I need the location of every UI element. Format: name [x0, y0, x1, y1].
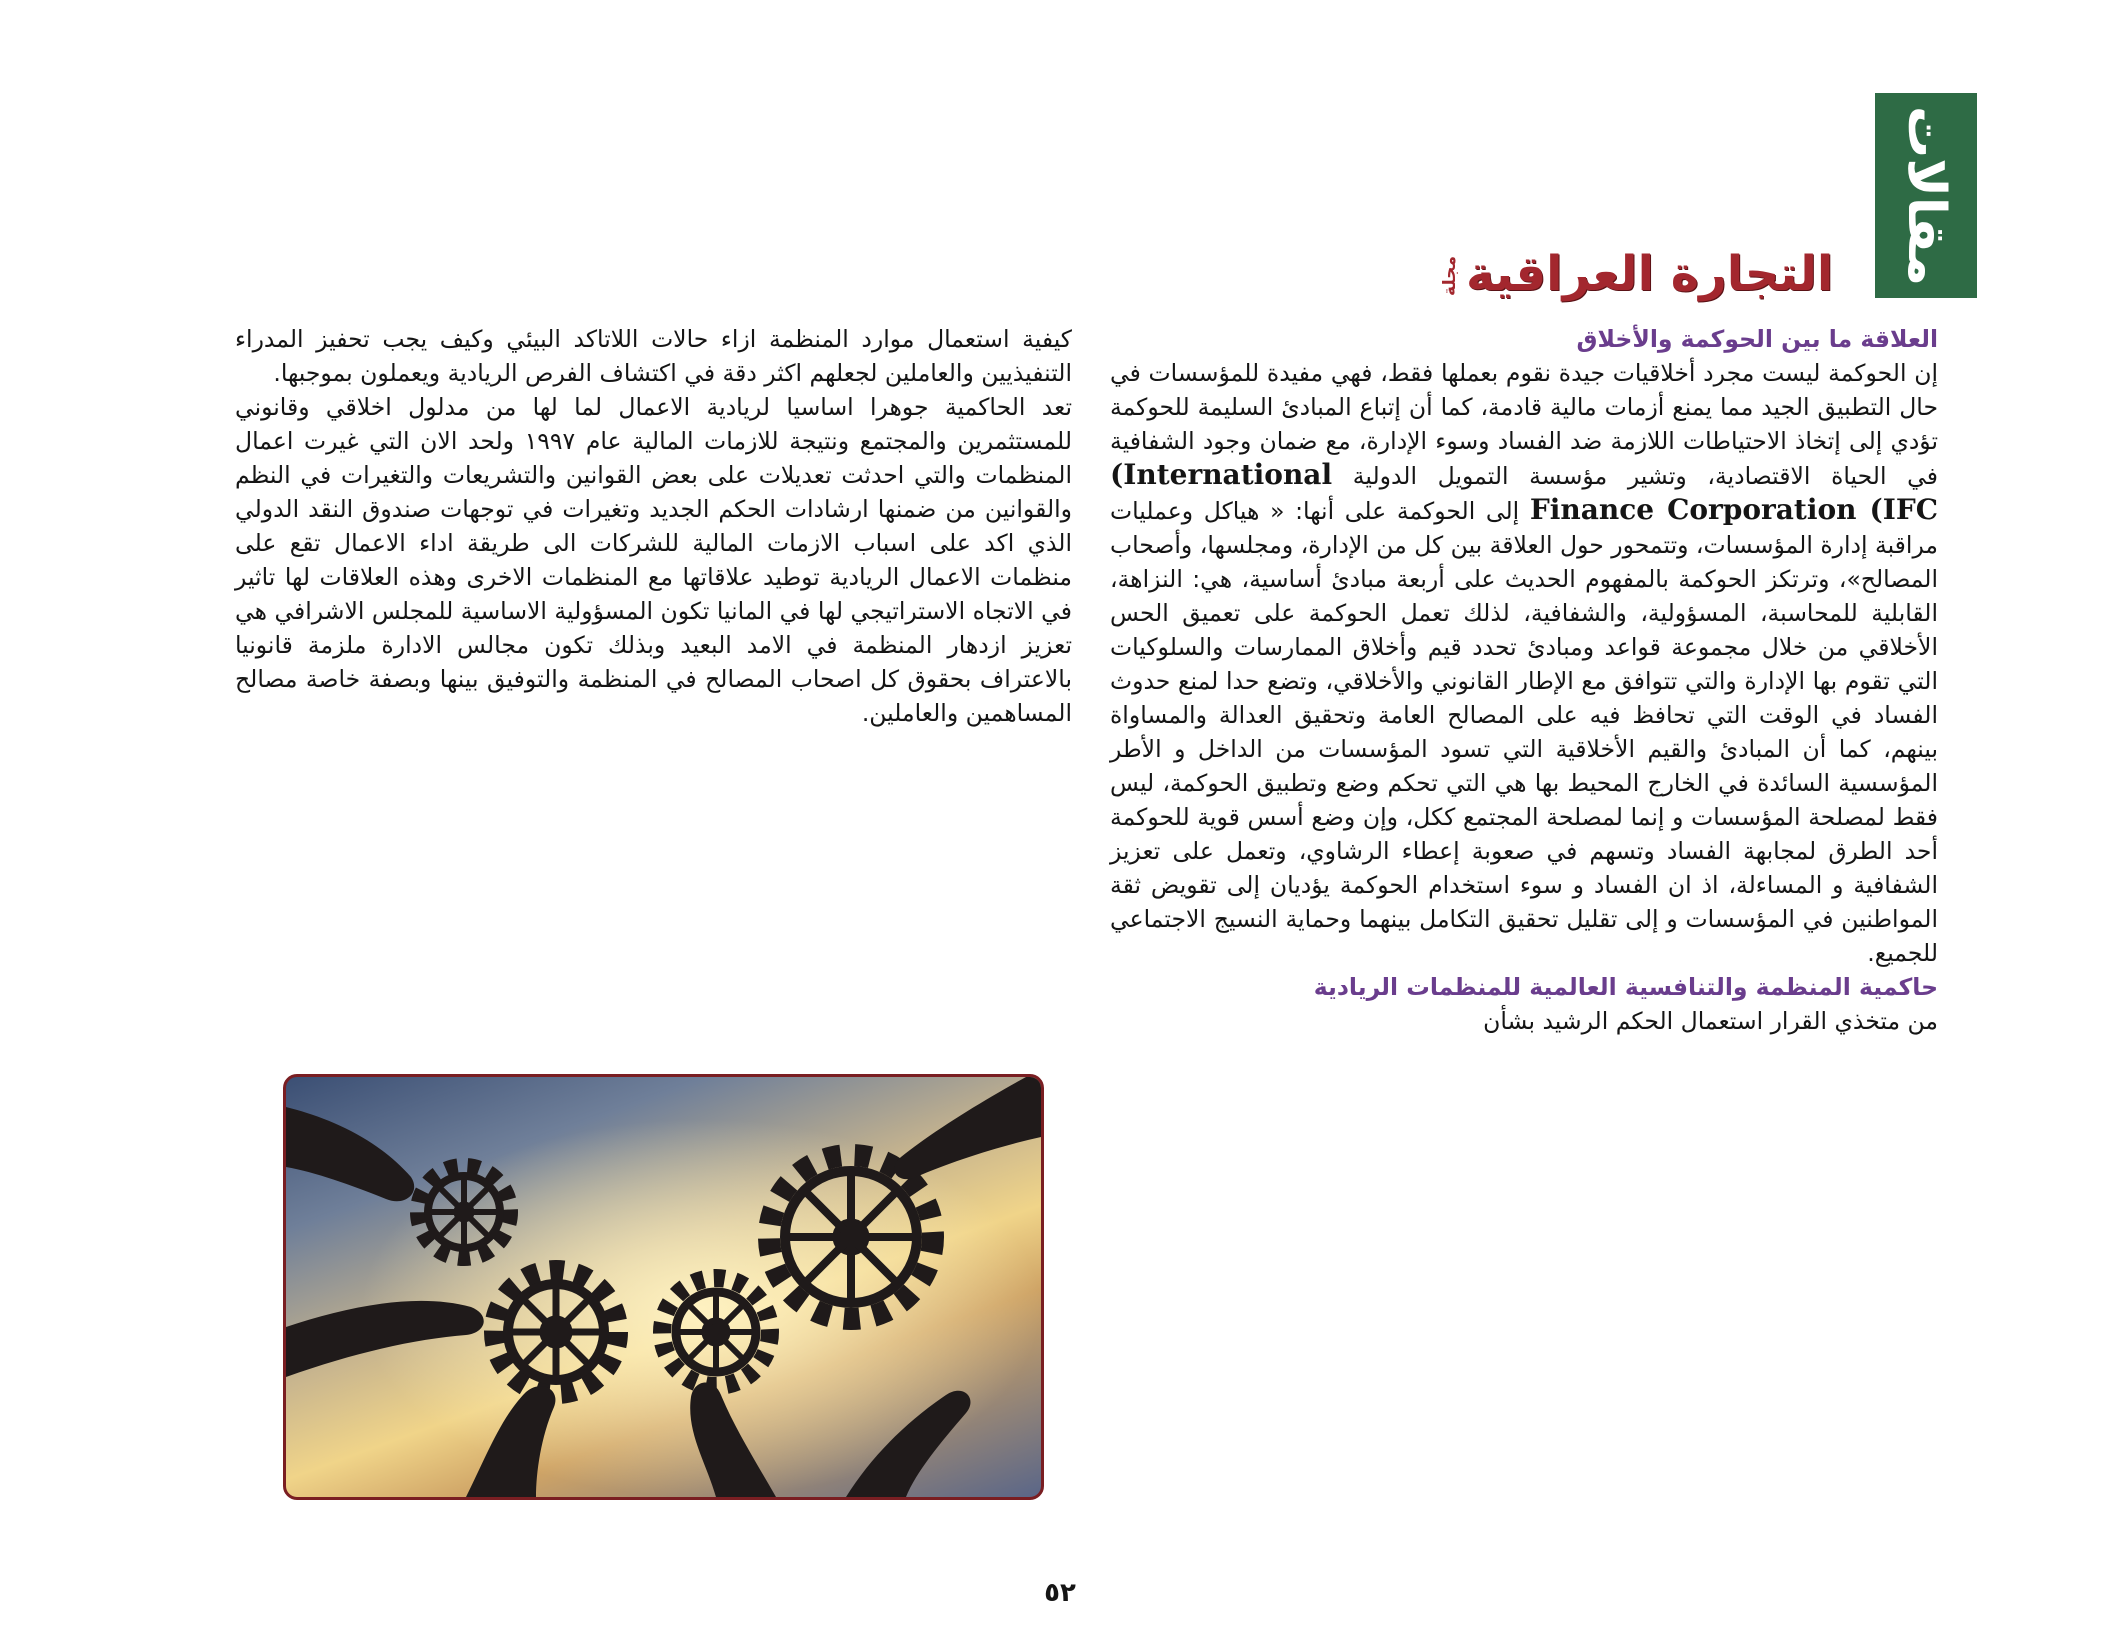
- ifc-english-name: (International Finance Corporation (IFC: [1110, 458, 1938, 526]
- paragraph-ethics: [1110, 356, 1938, 970]
- paragraph-continuation: كيفية استعمال موارد المنظمة ازاء حالات اللاتاكد البيئي وكيف يجب تحفيز المدراء التنفيذيين والعاملين لجعلهم اكثر دقة في اكتشاف الفرص الريادية ويعملون بموجبها.: [235, 325, 1072, 387]
- section-tab: [1875, 93, 1977, 298]
- gears-photo: [283, 1074, 1044, 1500]
- section-heading-governance: حاكمية المنظمة والتنافسية العالمية للمنظمات الريادية: [1313, 973, 1938, 1001]
- paragraph-governance-start: من متخذي القرار استعمال الحكم الرشيد بشأن: [1483, 1007, 1938, 1035]
- section-heading-ethics: العلاقة ما بين الحوكمة والأخلاق: [1576, 325, 1938, 353]
- paragraph-ethics-part1: إن الحوكمة ليست مجرد أخلاقيات جيدة نقوم بعملها فقط، فهي مفيدة للمؤسسات في حال التطبيق الجيد مما يمنع أزمات مالية قادمة، كما أن إتباع المبادئ السليمة للحوكمة تؤدي إلى إتخاذ الاحتياطات اللازمة ضد الفساد وسوء الإدارة، مع ضمان وجود الشفافية في الحياة الاقتصادية، وتشير مؤسسة التمويل الدولية: [1110, 359, 1938, 490]
- section-tab-label: مقالات: [1896, 105, 1956, 286]
- left-column: [235, 322, 1072, 730]
- page-number: ٥٢: [1044, 1578, 1076, 1608]
- paragraph-governance-body: تعد الحاكمية جوهرا اساسيا لريادية الاعمال لما لها من مدلول اخلاقي وقانوني للمستثمرين والمجتمع ونتيجة للازمات المالية عام ١٩٩٧ ولحد الان التي غيرت اعمال المنظمات والتي احدثت تعديلات على بعض القوانين والتشريعات والتغيرات في النظم والقوانين من ضمنها ارشادات الحكم الجديد وتغيرات في توجهات صندوق النقد الدولي الذي اكد على اسباب الازمات المالية للشركات الى طريقة اداء الاعمال تقع على منظمات الاعمال الريادية توطيد علاقاتها مع المنظمات الاخرى وهذه العلاقات لها تاثير في الاتجاه الاستراتيجي لها في المانيا تكون المسؤولية الاساسية للمجلس الاشرافي هي تعزيز ازدهار المنظمة في الامد البعيد وبذلك تكون مجالس الادارة ملزمة قانونيا بالاعتراف بحقوق كل اصحاب المصالح في المنظمة والتوفيق بينها وبصفة خاصة مصالح المساهمين والعاملين.: [235, 393, 1072, 727]
- gears-illustration: [286, 1077, 1041, 1497]
- masthead-title: التجارة العراقية: [1466, 246, 1834, 302]
- right-column: [1110, 322, 1938, 1038]
- masthead-prefix: مجلة: [1440, 255, 1460, 296]
- masthead: [1440, 240, 1865, 302]
- paragraph-ethics-part2: إلى الحوكمة على أنها: « هياكل وعمليات مراقبة إدارة المؤسسات، وتتمحور حول العلاقة بين كل من الإدارة، ومجلسها، وأصحاب المصالح»، وترتكز الحوكمة بالمفهوم الحديث على أربعة مبادئ أساسية، هي: النزاهة، القابلية للمحاسبة، المسؤولية، والشفافية، لذلك تعمل الحوكمة على تعميق الحس الأخلاقي من خلال مجموعة قواعد ومبادئ تحدد قيم وأخلاق الممارسات والسلوكيات التي تقوم بها الإدارة والتي تتوافق مع الإطار القانوني والأخلاقي، وتضع حدا لمنع حدوث الفساد في الوقت التي تحافظ فيه على المصالح العامة وتحقيق العدالة والمساواة بينهم، كما أن المبادئ والقيم الأخلاقية التي تسود المؤسسات من الداخل و الأطر المؤسسية السائدة في الخارج المحيط بها هي التي تحكم وضع وتطبيق الحوكمة، ليس فقط لمصلحة المؤسسات و إنما لمصلحة المجتمع ككل، وإن وضع أسس قوية للحوكمة أحد الطرق لمجابهة الفساد وتسهم في صعوبة إعطاء الرشاوي، وتعمل على تعزيز الشفافية و المساءلة، اذ ان الفساد و سوء استخدام الحوكمة يؤديان إلى تقويض ثقة المواطنين في المؤسسات و إلى تقليل تحقيق التكامل بينهما وحماية النسيج الاجتماعي للجميع.: [1109, 497, 1938, 967]
- gear-center-icon: [662, 1278, 770, 1386]
